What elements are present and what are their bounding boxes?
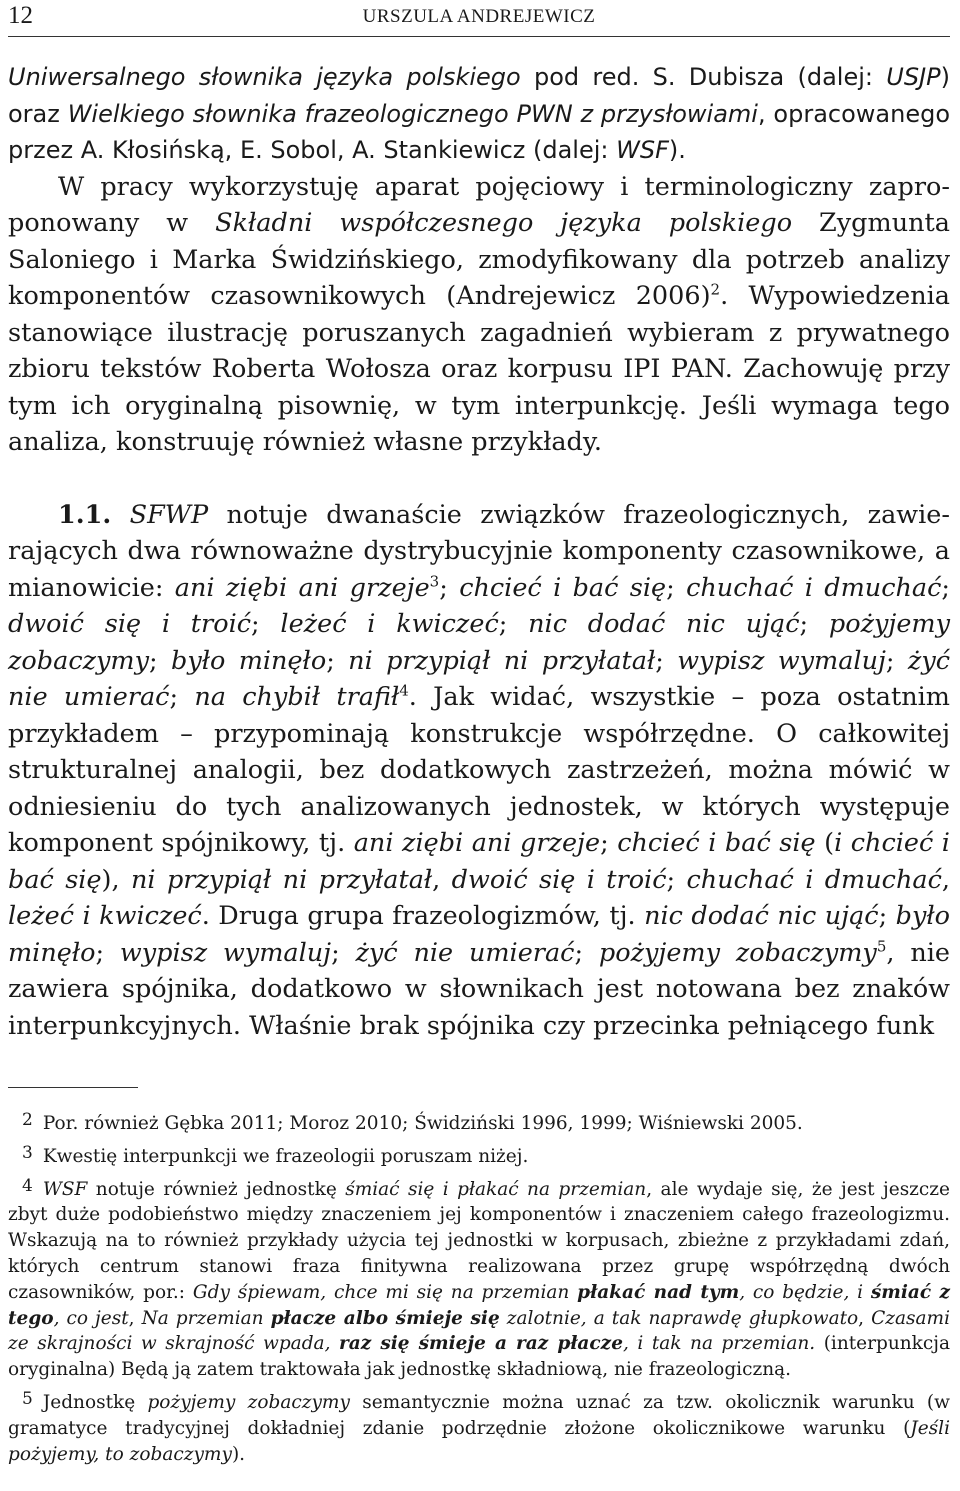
footnote-3: 3 Kwestię interpunkcji we frazeologii poruszam niżej.	[22, 1142, 529, 1167]
footnote-ref-2[interactable]: 2	[710, 280, 721, 299]
page-number: 12	[8, 2, 33, 29]
footnote-5: 5 Jednostkę pożyjemy zobaczymy semantycznie można uznać za tzw. okolicznik warunku (w gramatyce tradycyjnej dokładniej zdanie podrzędnie złożone okolicznikowe warunku (Jeśli pożyjemy, to zobaczymy).	[8, 1388, 950, 1465]
paragraph-section-1-1: 1.1. SFWP notuje dwanaście związków frazeologicznych, zawierających dwa równoważne dystrybucyjnie komponenty czasownikowe, a mianowicie: ani ziębi ani grzeje$^3$; chcieć i bać się; chuchać i dmuchać; dwoić się i troić; leżeć i kwiczeć; nic dodać nic ująć; pożyjemy zobaczymy; było minęło; ni przypiął ni przyłatał; wypisz wymaluj; żyć nie umierać; na chybił trafił$^4$. Jak widać, wszystkie – poza ostatnim przykładem – przypominają konstrukcje współrzędne. O całkowitej strukturalnej analogii, bez dodatkowych zastrzeżeń, można mówić w odniesieniu do tych analizowanych jednostek, w których występuje komponent spójnikowy, tj. ani ziębi ani grzeje; chcieć i bać się (i chcieć i bać się), ni przypiął ni przyłatał, dwoić się i troić; chuchać i dmuchać, leżeć i kwiczeć. Druga grupa frazeologizmów, tj. nic dodać nic ująć; było minęło; wypisz wymaluj; żyć nie umierać; pożyjemy zobaczymy$^5$, nie zawiera spójnika, dodatkowo w słownikach jest notowana bez znaków interpunkcyjnych. Właśnie brak spójnika czy przecinka pełniącego funk	[8, 499, 951, 1041]
footnote-mark: 5	[22, 1388, 33, 1409]
running-header	[8, 0, 950, 37]
running-head-author: URSZULA ANDREJEWICZ	[362, 6, 596, 27]
footnote-mark: 3	[22, 1142, 33, 1163]
section-number: 1.1.	[58, 499, 112, 530]
footnote-mark: 2	[22, 1110, 33, 1130]
footnote-2: 2 Por. również Gębka 2011; Moroz 2010; Świdziński 1996, 1999; Wiśniewski 2005.	[22, 1110, 803, 1134]
footnote-mark: 4	[22, 1175, 33, 1196]
paragraph-method: W pracy wykorzystuję aparat pojęciowy i terminologiczny zaproponowany w Składni współczesnego języka polskiego Zygmunta Saloniego i Marka Świdzińskiego, zmodyfikowany dla potrzeb analizy komponentów czasownikowych (Andrejewicz 2006)$^2$. Wypowiedzenia stanowiące ilustrację poruszanych zagadnień wybieram z prywatnego zbioru tekstów Roberta Wołosza oraz korpusu IPI PAN. Zachowuję przy tym ich oryginalną pisownię, w tym interpunkcję. Jeśli wymaga tego analiza, konstruuję również własne przykłady.	[8, 171, 950, 457]
footnote-4: 4 WSF notuje również jednostkę śmiać się i płakać na przemian, ale wydaje się, że jest jeszcze zbyt duże podobieństwo między znaczeniem jej komponentów i znaczeniem całego frazeologizmu. Wskazują na to również przykłady użycia tej jednostki w korpusach, zbieżne z przykładami zdań, których centrum stanowi fraza finitywna realizowana przez grupę współrzędną dwóch czasowników, por.: Gdy śpiewam, chce mi się na przemian płakać nad tym, co będzie, i śmiać z tego, co jest, Na przemian płacze albo śmieje się zalotnie, a tak naprawdę głupkowato, Czasami ze skrajności w skrajność wpada, raz się śmieje a raz płacze, i tak na przemian. (interpunkcja oryginalna) Będą ją zatem traktowała jak jednostkę składniową, nie frazeologiczną.	[8, 1175, 951, 1381]
main-text	[8, 59, 950, 1044]
footnotes	[8, 1108, 950, 1467]
footnote-ref-5[interactable]: 5	[876, 937, 887, 955]
footnote-ref-3[interactable]: 3	[429, 572, 440, 590]
paragraph-sources: Uniwersalnego słownika języka polskiego pod red. S. Dubisza (dalej: USJP) oraz Wielkiego słownika frazeologicznego PWN z przysłowiami, opracowanego przez A. Kłosińską, E. Sobol, A. Stankiewicz (dalej: WSF).	[8, 63, 951, 164]
footnote-separator	[8, 1087, 138, 1088]
footnote-ref-4[interactable]: 4	[399, 681, 409, 700]
